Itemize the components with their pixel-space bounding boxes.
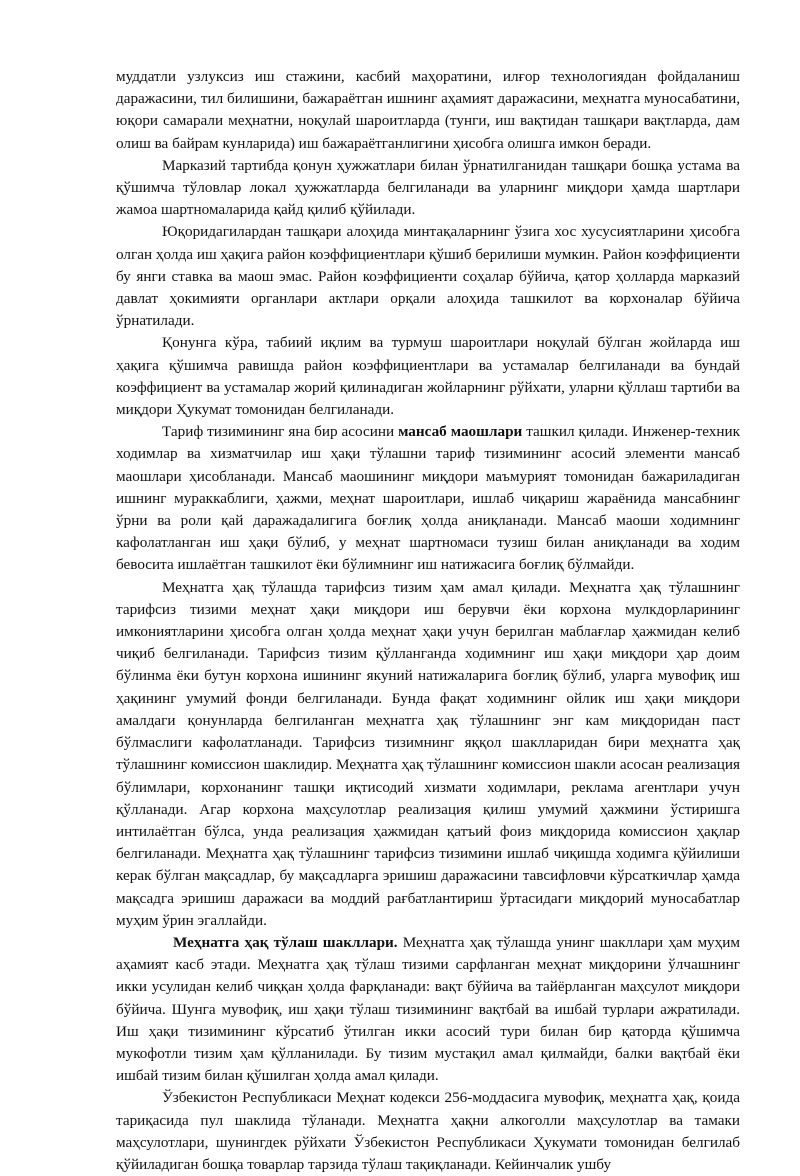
- paragraph-text: Тариф тизимининг яна бир асосини: [162, 423, 399, 441]
- paragraph-non-tariff-system: Меҳнатга ҳақ тўлашда тарифсиз тизим ҳам амал қилади. Меҳнатга ҳақ тўлашнинг тарифсиз тизими меҳнат ҳақи миқдори иш берувчи ёки корхона мулкдорларининг имкониятларини ҳисобга олган ҳолда меҳнат ҳақи учун берилган маблағлар ҳажмидан келиб чиқиб белгиланади. Тарифсиз тизим қўлланганда ходимнинг иш ҳақи миқдори ҳар доим бўлинма ёки бутун корхона ишининг якуний натижаларига боғлиқ бўлиб, уларга мувофиқ иш ҳақининг умумий фонди белгиланади. Бунда фақат ходимнинг ойлик иш ҳақи миқдори амалдаги қонунларда белгиланган меҳнатга ҳақ тўлашнинг энг кам миқдоридан паст бўлмаслиги кафолатланади. Тарифсиз тизимнинг яққол шаклларидан бири меҳнатга ҳақ тўлашнинг комиссион шаклидир. Меҳнатга ҳақ тўлашнинг комиссион шакли асосан реализация бўлимлари, корхонанинг ташқи иқтисодий хизмати ходимлари, реклама агентлари учун қўлланади. Агар корхона маҳсулотлар реализация қилиш умумий ҳажмини ўстиришга интилаётган бўлса, унда реализация ҳажмидан қатъий фоиз миқдорида комиссион ҳақлар белгиланади. Меҳнатга ҳақ тўлашнинг тарифсиз тизимини ишлаб чиқишда ходимга қўйилиши керак бўлган мақсадлар, бу мақсадларга эришиш даражасини тавсифловчи кўрсаткичлар ҳамда мақсадга эришиш даражаси ва моддий рағбатлантириш ўртасидаги миқдорий муносабатлар муҳим ўрин эгаллайди.: [116, 578, 740, 929]
- paragraph-text: ташкил қилади. Инженер-техник ходимлар ва хизматчилар иш ҳақи тўлашни тариф тизимининг асосий элементи мансаб маошлари ҳисобланади. Мансаб маошининг миқдори маъмурият томонидан бажариладиган ишнинг мураккаблиги, ҳажми, меҳнат шароитлари, ишлаб чиқариш жараёнида мансабнинг ўрни ва роли қай даражадалигига боғлиқ ҳолда аниқланади. Мансаб маоши ходимнинг кафолатланган иш ҳақи бўлиб, у меҳнат шартномаси тузиш билан аниқланади ва ходим бевосита ишлаётган ташкилот ёки бўлимнинг иш натижасига боғлиқ бўлмайди.: [116, 423, 740, 574]
- bold-term-position-salaries: мансаб маошлари: [398, 423, 523, 441]
- paragraph-climate-conditions: Қонунга кўра, табиий иқлим ва турмуш шароитлари ноқулай бўлган жойларда иш ҳақига қўшимча равишда район коэффициентлари ва устамалар белгиланади ва бундай коэффициент ва устамалар жорий қилинадиган жойларнинг рўйхати, уларни қўллаш тартиби ва миқдори Ҳукумат томонидан белгиланади.: [116, 334, 740, 419]
- paragraph-local-allowances: Марказий тартибда қонун ҳужжатлари билан ўрнатилганидан ташқари бошқа устама ва қўшимча тўловлар локал ҳужжатларда белгиланади ва уларнинг миқдори ҳамда шартлари жамоа шартномаларида қайд қилиб қўйилади.: [116, 156, 740, 219]
- paragraph-position-salaries: [116, 421, 740, 576]
- section-heading-payment-forms: Меҳнатга ҳақ тўлаш шакллари.: [173, 933, 398, 951]
- document-page: [116, 66, 740, 1176]
- paragraph-intro-continuation: муддатли узлуксиз иш стажини, касбий маҳоратини, илғор технологиядан фойдаланиш даражасини, тил билишини, бажараётган ишнинг аҳамият даражасини, меҳнатга муносабатини, юқори самарали меҳнатни, ноқулай шароитларда (тунги, иш вақтидан ташқари вақтларда, дам олиш ва байрам кунларида) иш бажараётганлигини ҳисобга олишга имкон беради.: [116, 68, 740, 152]
- paragraph-payment-forms: [116, 932, 740, 1087]
- paragraph-regional-coefficients: Юқоридагилардан ташқари алоҳида минтақаларнинг ўзига хос хусусиятларини ҳисобга олган ҳолда иш ҳақига район коэффициентлари қўшиб берилиши мумкин. Район коэффициенти бу янги ставка ва маош эмас. Район коэффициенти соҳалар бўйича, қатор ҳолларда марказий давлат ҳокимияти органлари актлари орқали алоҳида ташкилот ва корхоналар бўйича ўрнатилади.: [116, 223, 740, 330]
- paragraph-labor-code: Ўзбекистон Республикаси Меҳнат кодекси 256-моддасига мувофиқ, меҳнатга ҳақ, қоида тариқасида пул шаклида тўланади. Меҳнатга ҳақни алкоголли маҳсулотлар ва тамаки маҳсулотлари, шунингдек рўйхати Ўзбекистон Республикаси Ҳукумати томонидан белгилаб қўйиладиган бошқа товарлар тарзида тўлаш тақиқланади. Кейинчалик ушбу: [116, 1089, 740, 1173]
- paragraph-text: Меҳнатга ҳақ тўлашда унинг шакллари ҳам муҳим аҳамият касб этади. Меҳнатга ҳақ тўлаш тизими сарфланган меҳнат миқдорини ўлчашнинг икки усулидан келиб чиққан ҳолда фарқланади: вақт бўйича ва тайёрланган маҳсулот миқдори бўйича. Шунга мувофиқ, иш ҳақи тўлаш тизимининг вақтбай ва ишбай турлари ажратилади. Иш ҳақи тизимининг кўрсатиб ўтилган икки асосий тури билан бир қаторда қўшимча мукофотли тизим ҳам қўлланилади. Бу тизим мустақил амал қилмайди, балки вақтбай ёки ишбай тизим билан қўшилган ҳолда амал қилади.: [116, 933, 740, 1085]
